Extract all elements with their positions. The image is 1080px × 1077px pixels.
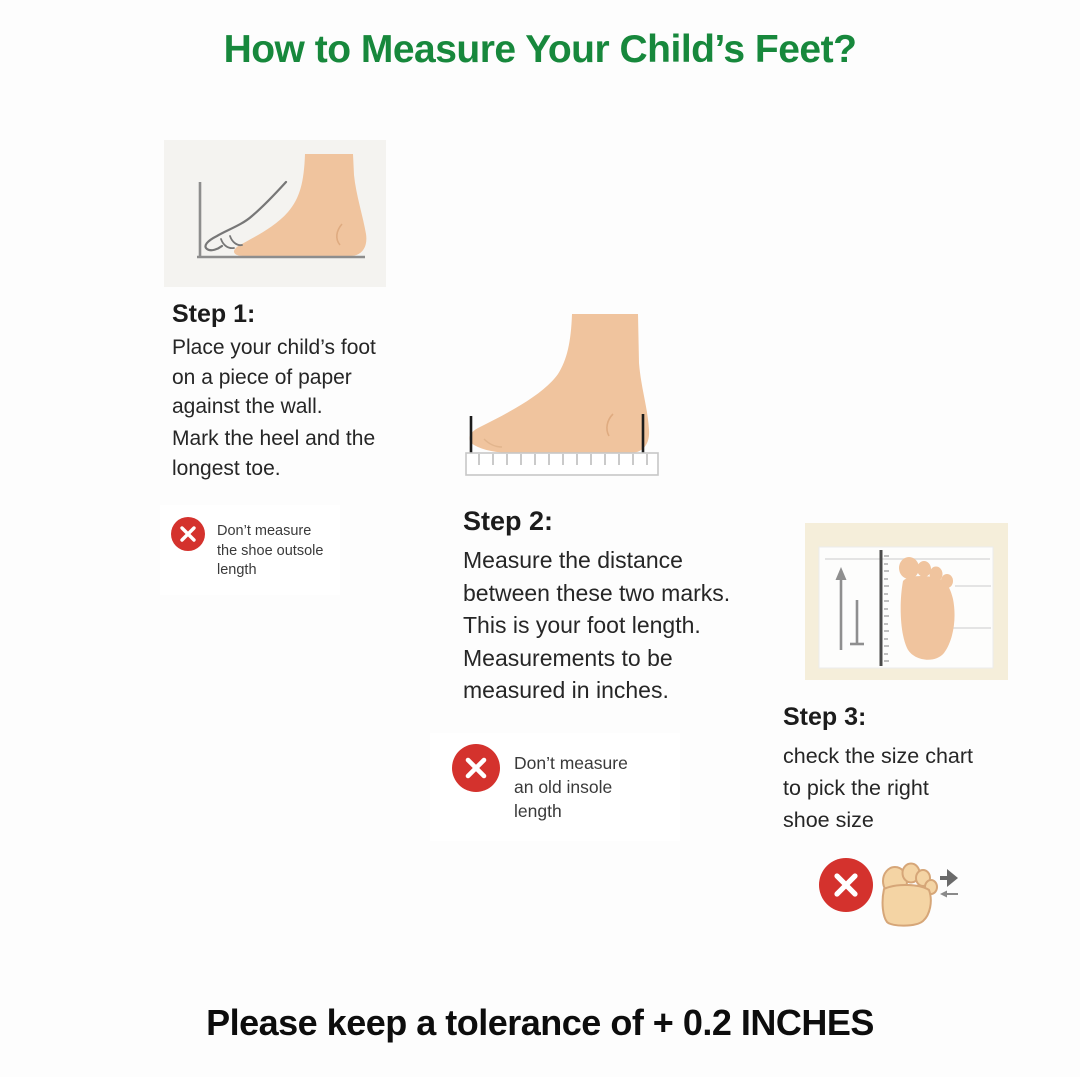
step3-line: to pick the right — [783, 776, 929, 800]
step1-illustration — [164, 140, 386, 287]
step2-line: Measure the distance — [463, 547, 683, 573]
step2-heading: Step 2: — [463, 506, 554, 536]
foot-toes-shape — [883, 864, 937, 926]
x-glyph — [830, 869, 862, 901]
step2-paragraph — [463, 544, 730, 707]
step1-paragraph-2 — [172, 424, 375, 483]
size-chart-drawing — [805, 523, 1008, 680]
foot-side-shape — [469, 314, 649, 453]
page-title: How to Measure Your Child’s Feet? — [223, 28, 857, 71]
step1-heading: Step 1: — [172, 300, 256, 328]
warning-line: length — [514, 801, 562, 821]
right-arrow-icon — [940, 869, 958, 887]
warning-outsole-text — [217, 522, 323, 581]
step1-line: Mark the heel and the — [172, 427, 376, 450]
foot-on-ruler-drawing — [462, 306, 662, 480]
step1-line: longest toe. — [172, 456, 281, 480]
x-glyph — [462, 754, 490, 782]
tracing-toe-2 — [230, 236, 242, 245]
foot-against-wall-drawing — [164, 140, 386, 287]
toe-gap-foot-icon — [880, 857, 960, 933]
left-arrow-icon — [940, 891, 958, 898]
step1-paragraph-1 — [172, 333, 376, 422]
step1-line: on a piece of paper — [172, 365, 352, 389]
warning-line: the shoe outsole — [217, 542, 324, 559]
step2-line: This is your foot length. — [463, 612, 701, 638]
warning-line: Don’t measure — [514, 753, 628, 773]
step2-line: measured in inches. — [463, 677, 669, 703]
warning-line: Don’t measure — [217, 523, 312, 539]
step1-line: against the wall. — [172, 395, 323, 418]
dont-x-icon — [452, 744, 500, 792]
step3-illustration — [805, 523, 1008, 680]
step2-line: between these two marks. — [463, 579, 731, 606]
step2-line: Measurements to be — [463, 644, 673, 671]
step2-illustration — [462, 306, 662, 480]
warning-line: length — [217, 562, 257, 578]
ruler — [466, 453, 658, 475]
step1-line: Place your child’s foot — [172, 336, 376, 359]
step3-line: shoe size — [783, 808, 874, 832]
x-glyph — [178, 524, 198, 544]
tolerance-note: Please keep a tolerance of + 0.2 INCHES — [206, 1002, 874, 1043]
step3-heading: Step 3: — [783, 703, 867, 731]
warning-line: an old insole — [514, 777, 613, 797]
dont-x-icon — [171, 517, 205, 551]
foot-side-shape — [234, 154, 366, 256]
dont-x-icon — [819, 858, 873, 912]
step3-line: check the size chart — [783, 744, 974, 768]
foot-top-view-with-arrows — [880, 857, 960, 933]
warning-insole-text — [514, 751, 628, 823]
step3-paragraph — [783, 740, 973, 836]
